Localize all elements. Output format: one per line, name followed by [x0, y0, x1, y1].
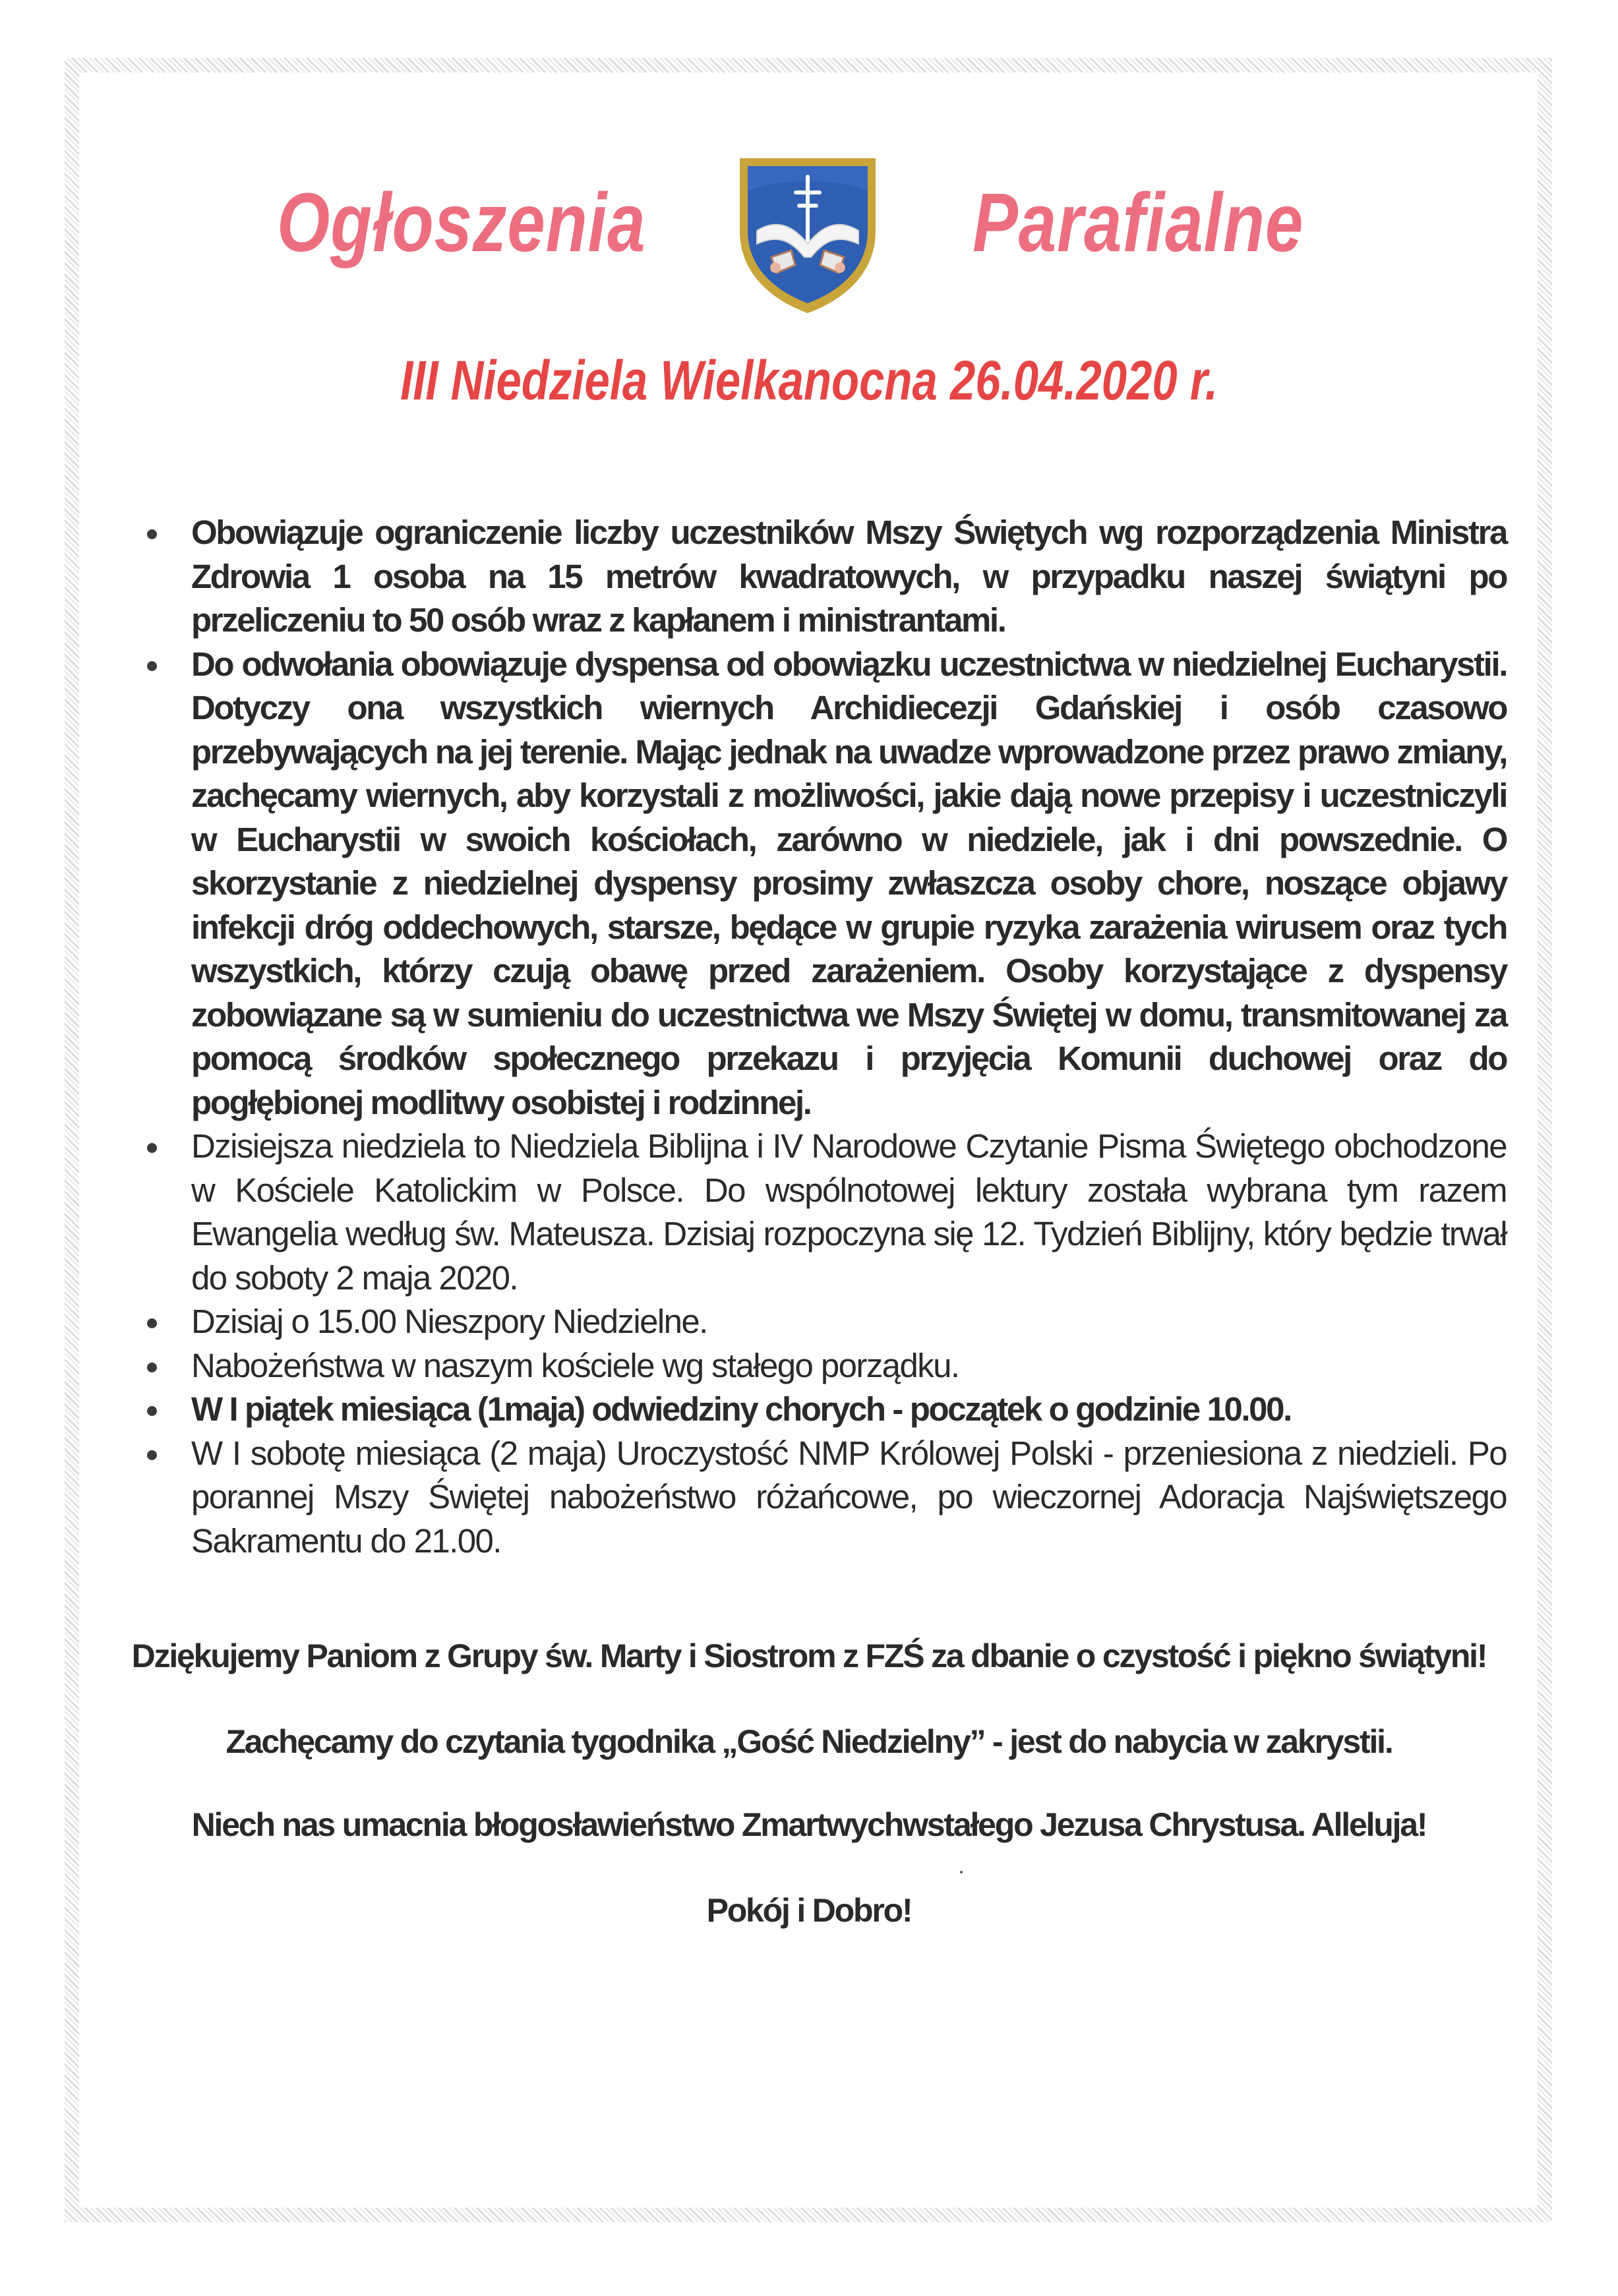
page-title-right: Parafialne: [973, 176, 1304, 269]
page-title-left: Ogłoszenia: [277, 176, 646, 269]
announcement-item: [135, 1125, 1507, 1300]
announcement-text: Do odwołania obowiązuje dyspensa od obowiązku uczestnictwa w niedzielnej Eucharystii. Dotyczy ona wszystkich wiernych Archidiecezji Gdańskiej i osób czasowo przebywających na jej terenie. Mając jednak na uwadze wprowadzone przez prawo zmiany, zachęcamy wiernych, aby korzystali z możliwości, jakie dają nowe przepisy i uczestniczyli w Eucharystii w swoich kościołach, zarówno w niedziele, jak i dni powszednie. O skorzystanie z niedzielnej dyspensy prosimy zwłaszcza osoby chore, noszące objawy infekcji dróg oddechowych, starsze, będące w grupie ryzyka zarażenia wirusem oraz tych wszystkich, którzy czują obawę przed zarażeniem. Osoby korzystające z dyspensy zobowiązane są w sumieniu do uczestnictwa we Mszy Świętej w domu, transmitowanej za pomocą środków społecznego przekazu i przyjęcia Komunii duchowej oraz do pogłębionej modlitwy osobistej i rodzinnej.: [191, 645, 1507, 1121]
announcement-text: W I sobotę miesiąca (2 maja) Uroczystość NMP Królowej Polski - przeniesiona z niedzieli. Po porannej Mszy Świętej nabożeństwo różańcowe, po wieczornej Adoracja Najświętszego Sakramentu do 21.00.: [191, 1434, 1507, 1560]
bullet-icon: [147, 1450, 157, 1460]
bullet-icon: [147, 529, 157, 539]
announcement-text: Obowiązuje ograniczenie liczby uczestników Mszy Świętych wg rozporządzenia Ministra Zdrowia 1 osoba na 15 metrów kwadratowych, w przypadku naszej świątyni po przeliczeniu to 50 osób wraz z kapłanem i ministrantami.: [191, 514, 1507, 639]
announcement-item: [135, 643, 1507, 1125]
scan-speck: [960, 1871, 963, 1873]
announcement-text: Dzisiejsza niedziela to Niedziela Biblijna i IV Narodowe Czytanie Pisma Świętego obchodzone w Kościele Katolickim w Polsce. Do wspólnotowej lektury została wybrana tym razem Ewangelia według św. Mateusza. Dzisiaj rozpoczyna się 12. Tydzień Biblijny, który będzie trwał do soboty 2 maja 2020.: [191, 1127, 1507, 1297]
announcement-item: [135, 511, 1507, 643]
announcements-section: [135, 511, 1507, 1563]
page-header: [0, 148, 1618, 320]
bullet-icon: [147, 1318, 157, 1328]
page-subtitle: [0, 349, 1618, 411]
parish-coat-of-arms-icon: [732, 152, 884, 316]
bullet-icon: [147, 1406, 157, 1416]
blessing-note: Niech nas umacnia błogosławieństwo Zmartwychwstałego Jezusa Chrystusa. Alleluja!: [191, 1806, 1427, 1843]
announcement-item: [135, 1300, 1507, 1344]
announcement-item: [135, 1344, 1507, 1388]
announcement-text: W I piątek miesiąca (1maja) odwiedziny chorych - początek o godzinie 10.00.: [191, 1390, 1291, 1428]
announcement-item: [135, 1432, 1507, 1564]
thanks-note: Dziękujemy Paniom z Grupy św. Marty i Siostrom z FZŚ za dbanie o czystość i piękno świątyni!: [131, 1637, 1487, 1674]
announcement-text: Dzisiaj o 15.00 Nieszpory Niedzielne.: [191, 1303, 707, 1340]
bullet-icon: [147, 1363, 157, 1372]
announcement-text: Nabożeństwa w naszym kościele wg stałego porządku.: [191, 1346, 959, 1384]
announcement-list: [135, 511, 1507, 1563]
bullet-icon: [147, 661, 157, 671]
announcement-item: [135, 1388, 1507, 1432]
bullet-icon: [147, 1143, 157, 1153]
subtitle-text: III Niedziela Wielkanocna 26.04.2020 r.: [400, 349, 1218, 411]
magazine-note: Zachęcamy do czytania tygodnika „Gość Niedzielny” - jest do nabycia w zakrystii.: [225, 1723, 1393, 1760]
closing-note: Pokój i Dobro!: [706, 1892, 912, 1929]
